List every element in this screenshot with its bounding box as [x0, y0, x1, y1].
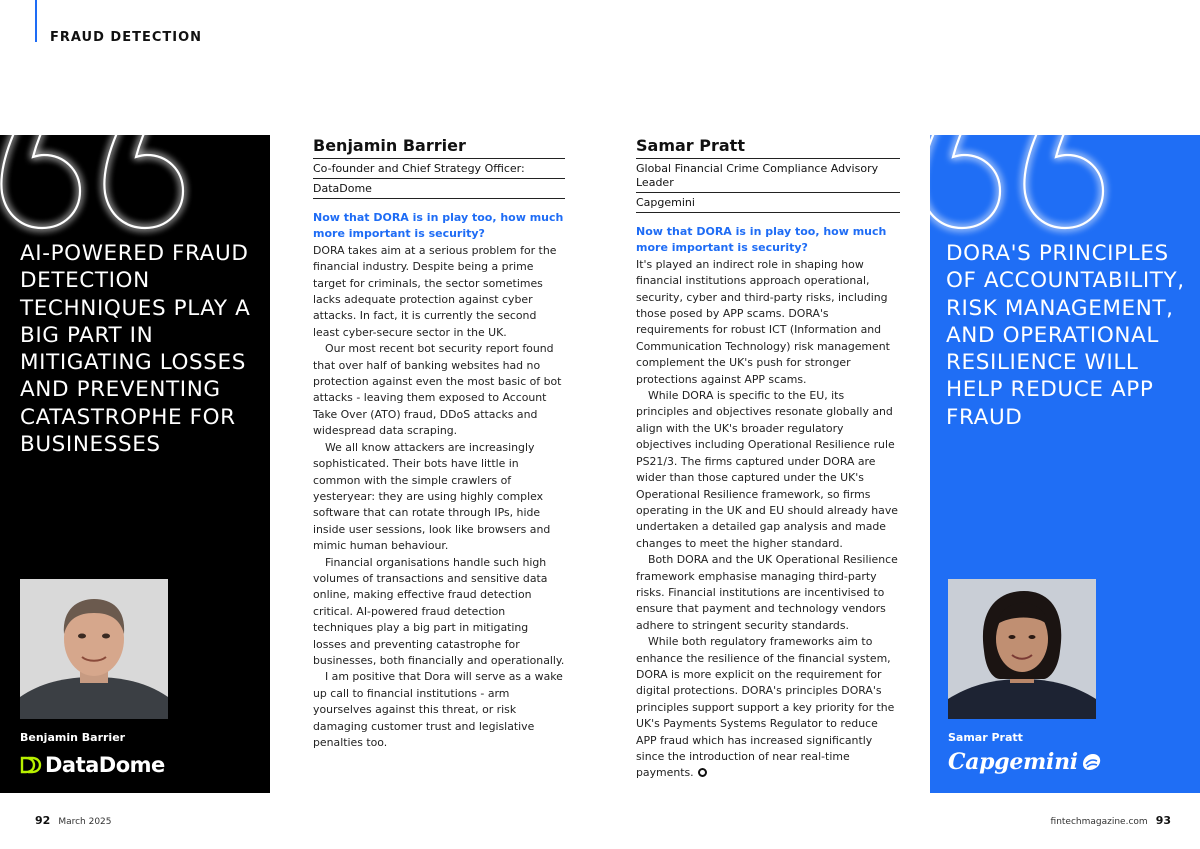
author-role: Global Financial Crime Compliance Advisory Leader	[636, 159, 900, 193]
article-body	[636, 257, 900, 782]
paragraph: Financial organisations handle such high volumes of transactions and sensitive data online, making effective fraud detection critical. AI-powered fraud detection techniques play a big part in mitigating losses and preventing catastrophe for businesses, both financially and operationally.	[313, 555, 565, 667]
section-divider	[35, 0, 37, 42]
capgemini-logo	[948, 749, 1102, 775]
datadome-logo-icon	[20, 756, 42, 774]
author-company: DataDome	[313, 179, 565, 199]
photo-caption: Samar Pratt	[948, 731, 1023, 744]
issue-date: March 2025	[58, 817, 112, 827]
page-number: 93	[1155, 814, 1171, 827]
quote-mark-icon	[0, 75, 210, 235]
paragraph: It's played an indirect role in shaping how financial institutions approach operational, security, cyber and third-party risks, including those posed by APP scams. DORA's requirements for robust ICT (Information and Communication Technology) risk management complement the UK's push for stronger protections against APP scams.	[636, 257, 890, 386]
end-of-article-icon	[698, 768, 707, 777]
site-url: fintechmagazine.com	[1050, 817, 1148, 827]
article-body	[313, 243, 565, 752]
footer-right	[1051, 814, 1171, 827]
capgemini-logo-text: Capgemini	[948, 749, 1078, 775]
paragraph: I am positive that Dora will serve as a wake up call to financial institutions - arm yourselves against this threat, or risk damaging customer trust and legislative penalties too.	[313, 670, 563, 749]
paragraph	[636, 634, 900, 782]
paragraph: Both DORA and the UK Operational Resilience framework emphasise managing third-party risks. Financial institutions are incentivised to ensure that payment and technology vendors adhere to stringent security standards.	[636, 553, 898, 632]
paragraph: We all know attackers are increasingly sophisticated. Their bots have little in common with the simple crawlers of yesteryear: they are using highly complex software that can rotate through IPs, hide inside user sessions, look like browsers and mimic human behaviour.	[313, 440, 551, 553]
pull-quote: AI-POWERED FRAUD DETECTION TECHNIQUES PLAY A BIG PART IN MITIGATING LOSSES AND PREVENTING CATASTROPHE FOR BUSINESSES	[20, 241, 251, 458]
article-column-left	[313, 136, 565, 751]
pull-quote: DORA'S PRINCIPLES OF ACCOUNTABILITY, RISK MANAGEMENT, AND OPERATIONAL RESILIENCE WILL HELP REDUCE APP FRAUD	[946, 241, 1185, 430]
interview-question: Now that DORA is in play too, how much more important is security?	[313, 211, 564, 241]
paragraph: DORA takes aim at a serious problem for the financial industry. Despite being a prime target for criminals, the sector sometimes lacks adequate protection against cyber attacks. In fact, it is currently the second least cyber-secure sector in the UK.	[313, 243, 557, 339]
section-label: FRAUD DETECTION	[50, 30, 203, 45]
datadome-logo-text: DataDome	[45, 753, 165, 777]
paragraph: While DORA is specific to the EU, its principles and objectives resonate globally and align with the UK's broader regulatory objectives including Operational Resilience rule PS21/3. The firms captured under DORA are wider than those captured under the UK's Operational Resilience framework, so firms operating in the UK and EU should already have undertaken a detailed gap analysis and made changes to meet the higher standard.	[636, 389, 898, 550]
author-photo	[948, 579, 1096, 719]
capgemini-spade-icon	[1080, 752, 1102, 772]
author-photo	[20, 579, 168, 719]
page-number: 92	[35, 814, 51, 827]
footer-left	[35, 814, 112, 827]
interview-question: Now that DORA is in play too, how much more important is security?	[636, 225, 887, 255]
quote-mark-icon	[920, 75, 1120, 235]
photo-caption: Benjamin Barrier	[20, 731, 126, 744]
author-name: Benjamin Barrier	[313, 136, 565, 159]
author-name: Samar Pratt	[636, 136, 900, 159]
author-role: Co-founder and Chief Strategy Officer:	[313, 159, 565, 179]
datadome-logo	[20, 753, 165, 777]
article-column-right	[636, 136, 900, 782]
author-company: Capgemini	[636, 193, 900, 213]
paragraph: Our most recent bot security report found that over half of banking websites had no protection against even the most basic of bot attacks - leaving them exposed to Account Take Over (ATO) fraud, DDoS attacks and widespread data scraping.	[313, 342, 562, 438]
paragraph-text: While both regulatory frameworks aim to enhance the resilience of the financial system, DORA is more explicit on the requirement for digital protections. DORA's principles DORA's principles support support a key priority for the UK's Payments Systems Regulator to reduce APP fraud which has increased significantly since the introduction of near real-time payments.	[636, 635, 895, 780]
